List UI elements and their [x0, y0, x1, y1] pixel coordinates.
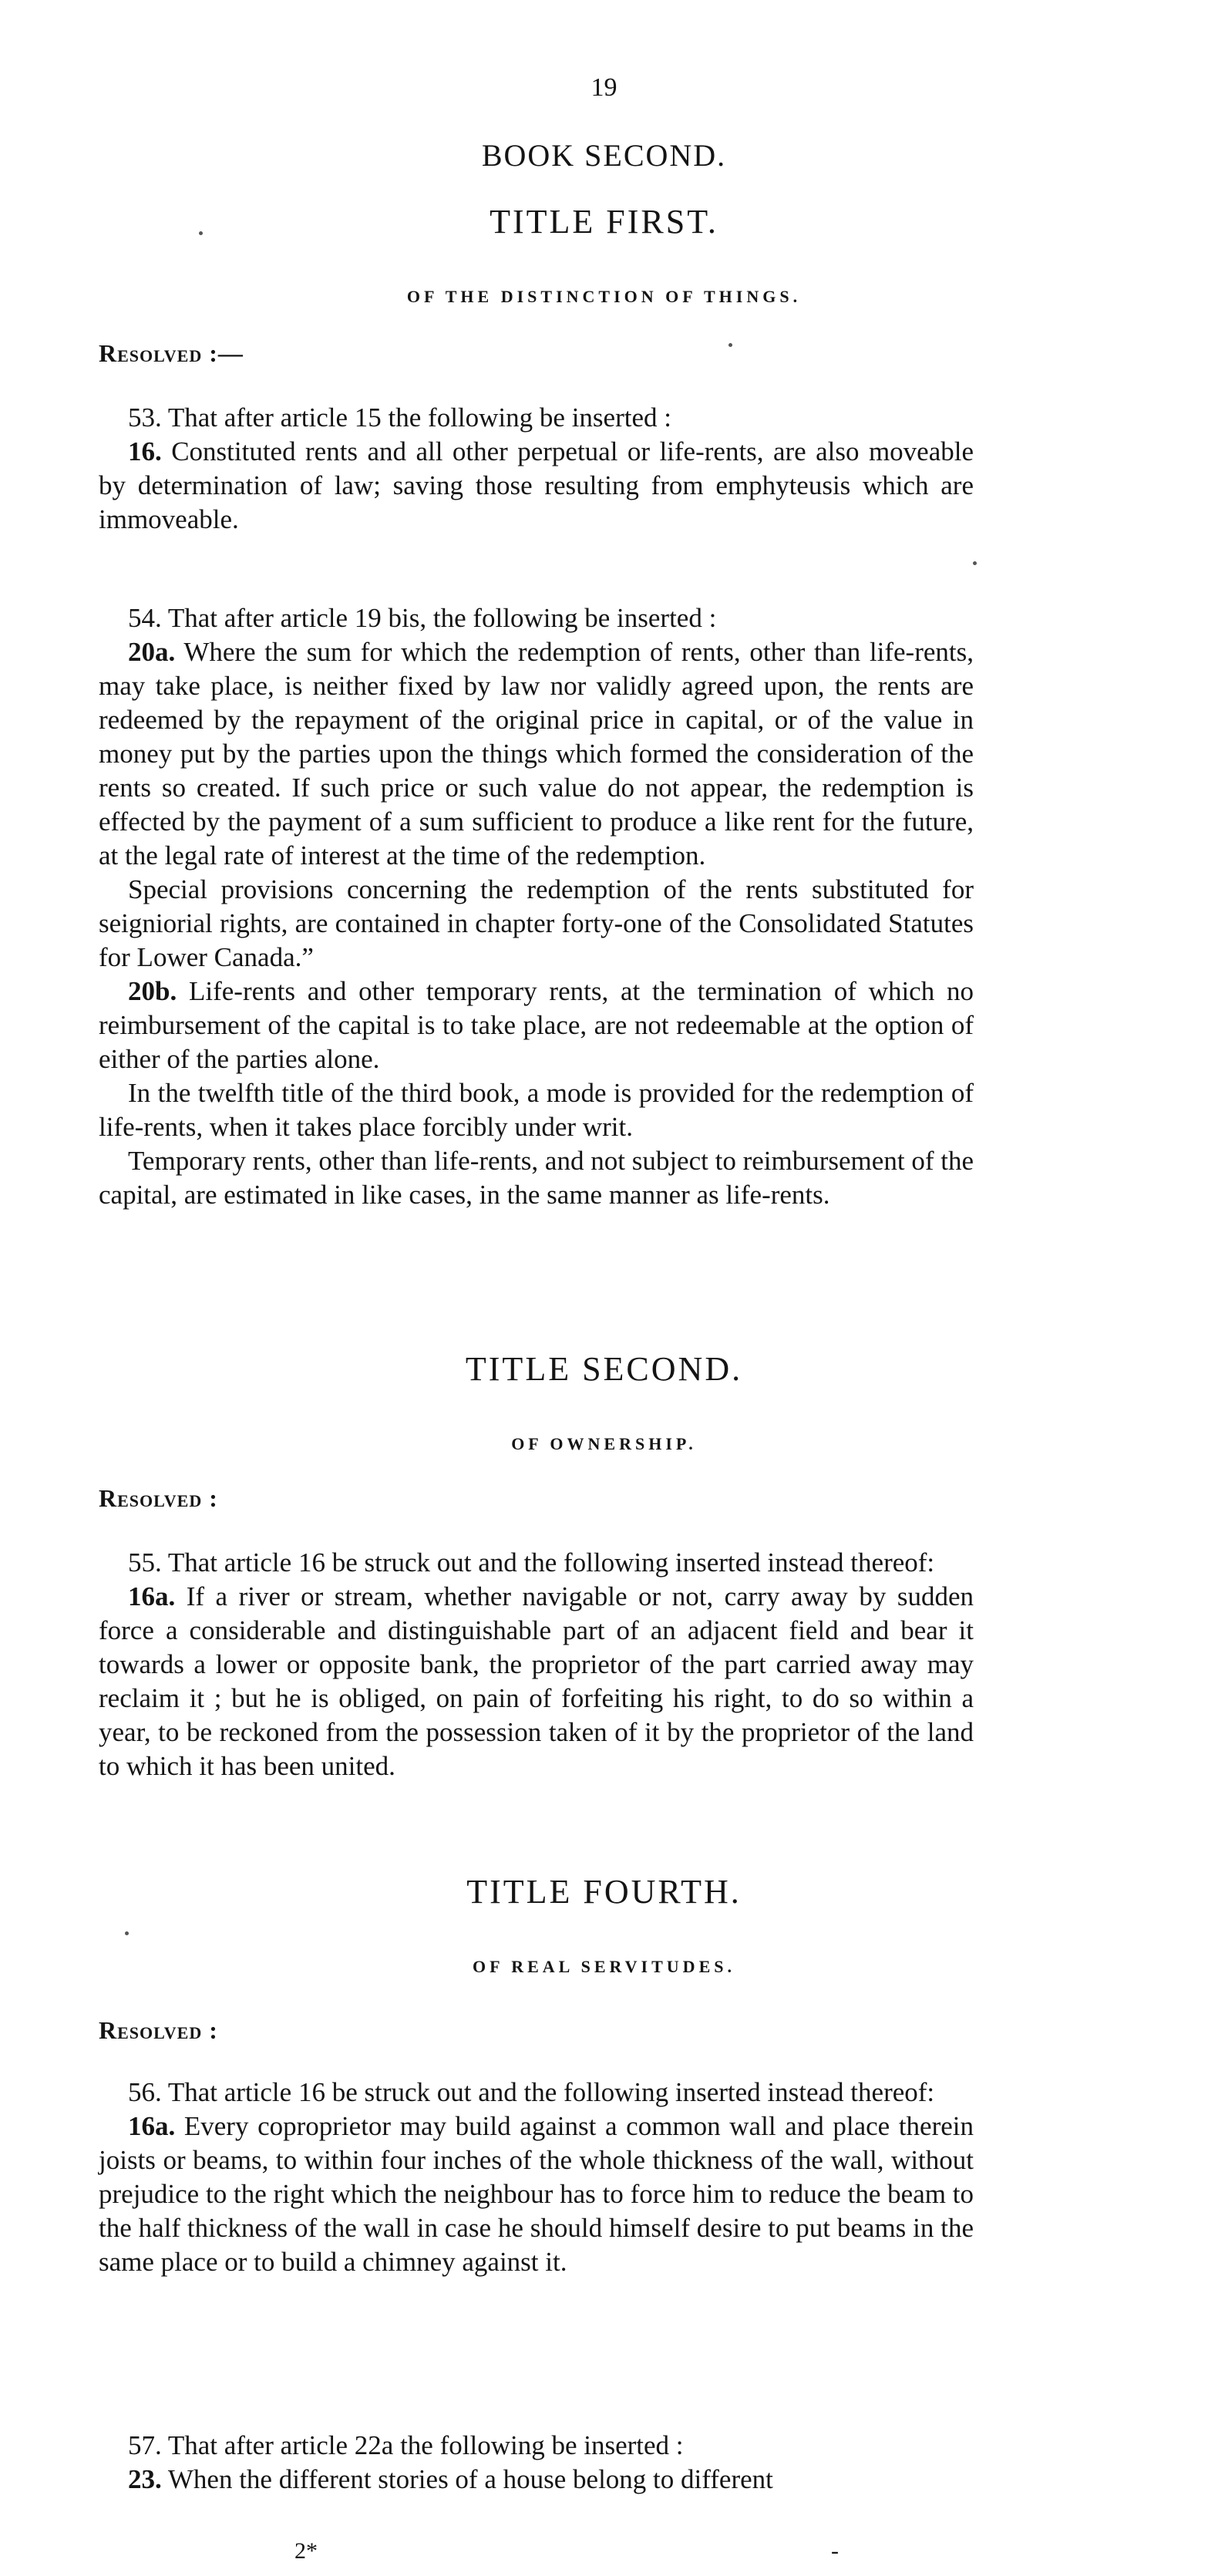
book-heading: BOOK SECOND. — [481, 138, 727, 173]
article-paragraph — [99, 2110, 974, 2279]
section-subtitle-1: OF THE DISTINCTION OF THINGS. — [406, 287, 802, 306]
article-intro: 54. That after article 19 bis, the following be inserted : — [128, 603, 717, 633]
article-intro: 56. That article 16 be struck out and the following inserted instead thereof: — [128, 2077, 935, 2107]
article-text: When the different stories of a house belong to different — [167, 2464, 773, 2494]
scan-speck — [973, 561, 977, 565]
signature-mark: 2* — [294, 2538, 318, 2564]
article-text: Every coproprietor may build against a common wall and place therein joists or beams, to within four inches of the whole thickness of the wall, without prejudice to the right which the neighbour has to force him to reduce the beam to the half thickness of the wall in case he should himself desire to put beams in the same place or to build a chimney against it. — [99, 2111, 974, 2277]
footer-dash: - — [831, 2538, 839, 2564]
article-number: 16. — [128, 436, 162, 466]
section-subtitle-4: OF REAL SERVITUDES. — [473, 1957, 735, 1976]
article-intro: 55. That article 16 be struck out and the following inserted instead thereof: — [128, 1547, 935, 1578]
resolved-label-4: Resolved : — [99, 2016, 218, 2044]
article-paragraph: Special provisions concerning the redemption of the rents substituted for seigniorial rights, are contained in chapter forty-one of the Consolidated Statutes for Lower Canada.” — [99, 874, 974, 972]
scan-speck — [199, 231, 203, 235]
article-number: 23. — [128, 2464, 162, 2494]
resolved-label-1: Resolved :— — [99, 339, 244, 367]
scan-speck — [125, 1931, 129, 1935]
article-text: Constituted rents and all other perpetual or life-rents, are also moveable by determination of law; saving those resulting from emphyteusis which are immoveable. — [99, 436, 974, 534]
section-subtitle-2: OF OWNERSHIP. — [511, 1434, 697, 1453]
article-paragraph — [99, 2463, 974, 2497]
article-53 — [99, 401, 974, 537]
resolved-label-2: Resolved : — [99, 1484, 218, 1512]
article-number: 16a. — [128, 2111, 176, 2141]
section-title-2: TITLE SECOND. — [465, 1350, 743, 1388]
article-paragraph — [99, 635, 974, 873]
section-title-4: TITLE FOURTH. — [466, 1873, 742, 1911]
article-number: 20b. — [128, 976, 177, 1006]
article-paragraph — [99, 1580, 974, 1783]
article-number: 20a. — [128, 637, 176, 667]
page-number: 19 — [591, 73, 617, 102]
article-57 — [99, 2429, 974, 2497]
article-number: 16a. — [128, 1581, 176, 1611]
article-54 — [99, 601, 974, 1212]
article-56 — [99, 2076, 974, 2279]
article-text: If a river or stream, whether navigable or not, carry away by sudden force a considerable and distinguishable part of an adjacent field and bear it towards a lower or opposite bank, the proprietor of the part carried away may reclaim it ; but he is obliged, on pain of forfeiting his right, to do so within a year, to be reckoned from the possession taken of it by the proprietor of the land to which it has been united. — [99, 1581, 974, 1781]
scan-speck — [729, 343, 732, 347]
article-paragraph: Temporary rents, other than life-rents, and not subject to reimbursement of the capital, are estimated in like cases, in the same manner as life-rents. — [99, 1146, 974, 1210]
article-text: Life-rents and other temporary rents, at the termination of which no reimbursement of the capital is to take place, are not redeemable at the option of either of the parties alone. — [99, 976, 974, 1074]
article-55 — [99, 1546, 974, 1783]
article-intro: 57. That after article 22a the following be inserted : — [128, 2430, 684, 2460]
article-intro: 53. That after article 15 the following be inserted : — [128, 402, 671, 433]
article-paragraph — [99, 435, 974, 537]
article-text: Where the sum for which the redemption of rents, other than life-rents, may take place, is neither fixed by law nor validly agreed upon, the rents are redeemed by the repayment of the original price in capital, or of the value in money put by the parties upon the things which formed the consideration of the rents so created. If such price or such value do not appear, the redemption is effected by the payment of a sum sufficient to produce a like rent for the future, at the legal rate of interest at the time of the redemption. — [99, 637, 974, 870]
article-paragraph — [99, 975, 974, 1076]
section-title-1: TITLE FIRST. — [490, 203, 718, 241]
article-paragraph: In the twelfth title of the third book, a mode is provided for the redemption of life-rents, when it takes place forcibly under writ. — [99, 1078, 974, 1142]
